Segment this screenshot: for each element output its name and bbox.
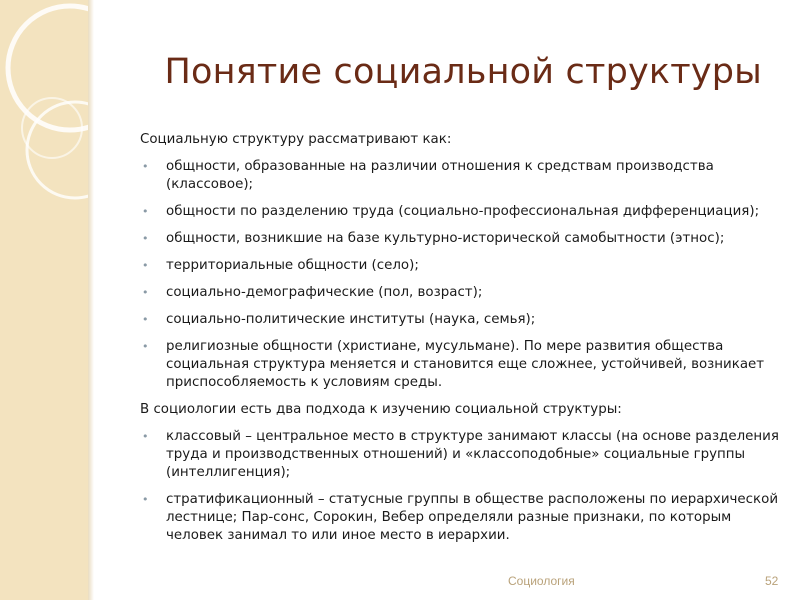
list-item-text: общности, образованные на различии отношения к средствам производства (классовое); (166, 159, 714, 192)
bullet-icon: • (142, 205, 149, 218)
decorative-circles (0, 0, 88, 600)
bullet-icon: • (142, 493, 149, 506)
bullet-icon: • (142, 430, 149, 443)
list-item (140, 203, 780, 221)
list-item (140, 158, 780, 194)
bullet-icon: • (142, 259, 149, 272)
bullet-icon: • (142, 313, 149, 326)
list-item (140, 311, 780, 329)
list-item (140, 284, 780, 302)
decorative-side-band (0, 0, 88, 600)
list-item (140, 257, 780, 275)
list-item-text: общности, возникшие на базе культурно-исторической самобытности (этнос); (166, 231, 725, 246)
bullet-icon: • (142, 232, 149, 245)
list-item-text: территориальные общности (село); (166, 258, 419, 273)
list-item (140, 491, 780, 545)
slide-title: Понятие социальной структуры (164, 52, 762, 92)
intro-text: Социальную структуру рассматривают как: (140, 132, 452, 147)
footer-subject: Социология (508, 574, 575, 588)
list-item-text: общности по разделению труда (социально-профессиональная дифференциация); (166, 204, 760, 219)
bullet-icon: • (142, 340, 149, 353)
list-item (140, 338, 780, 392)
bullet-icon: • (142, 160, 149, 173)
list-item-text: классовый – центральное место в структуре занимают классы (на основе разделения труда и производственных отношений) и «классоподобные» социальные группы (интеллигенция); (166, 429, 779, 480)
footer-page-number: 52 (765, 574, 779, 588)
list-item-text: религиозные общности (христиане, мусульмане). По мере развития общества социальная структура меняется и становится еще сложнее, устойчивей, возникает приспособляемость к условиям среды. (166, 339, 765, 390)
band-edge-shadow (88, 0, 94, 600)
list-item-text: социально-демографические (пол, возраст); (166, 285, 483, 300)
intro-text-2: В социологии есть два подхода к изучению социальной структуры: (140, 402, 622, 417)
list-item (140, 230, 780, 248)
slide-body (140, 131, 780, 554)
list-item (140, 428, 780, 482)
bullet-icon: • (142, 286, 149, 299)
list-item-text: социально-политические институты (наука, семья); (166, 312, 536, 327)
list-item-text: стратификационный – статусные группы в обществе расположены по иерархической лестнице; Пар-сонс, Сорокин, Вебер определяли разные признаки, по которым человек занимал то или иное место в иерархии. (166, 492, 779, 543)
